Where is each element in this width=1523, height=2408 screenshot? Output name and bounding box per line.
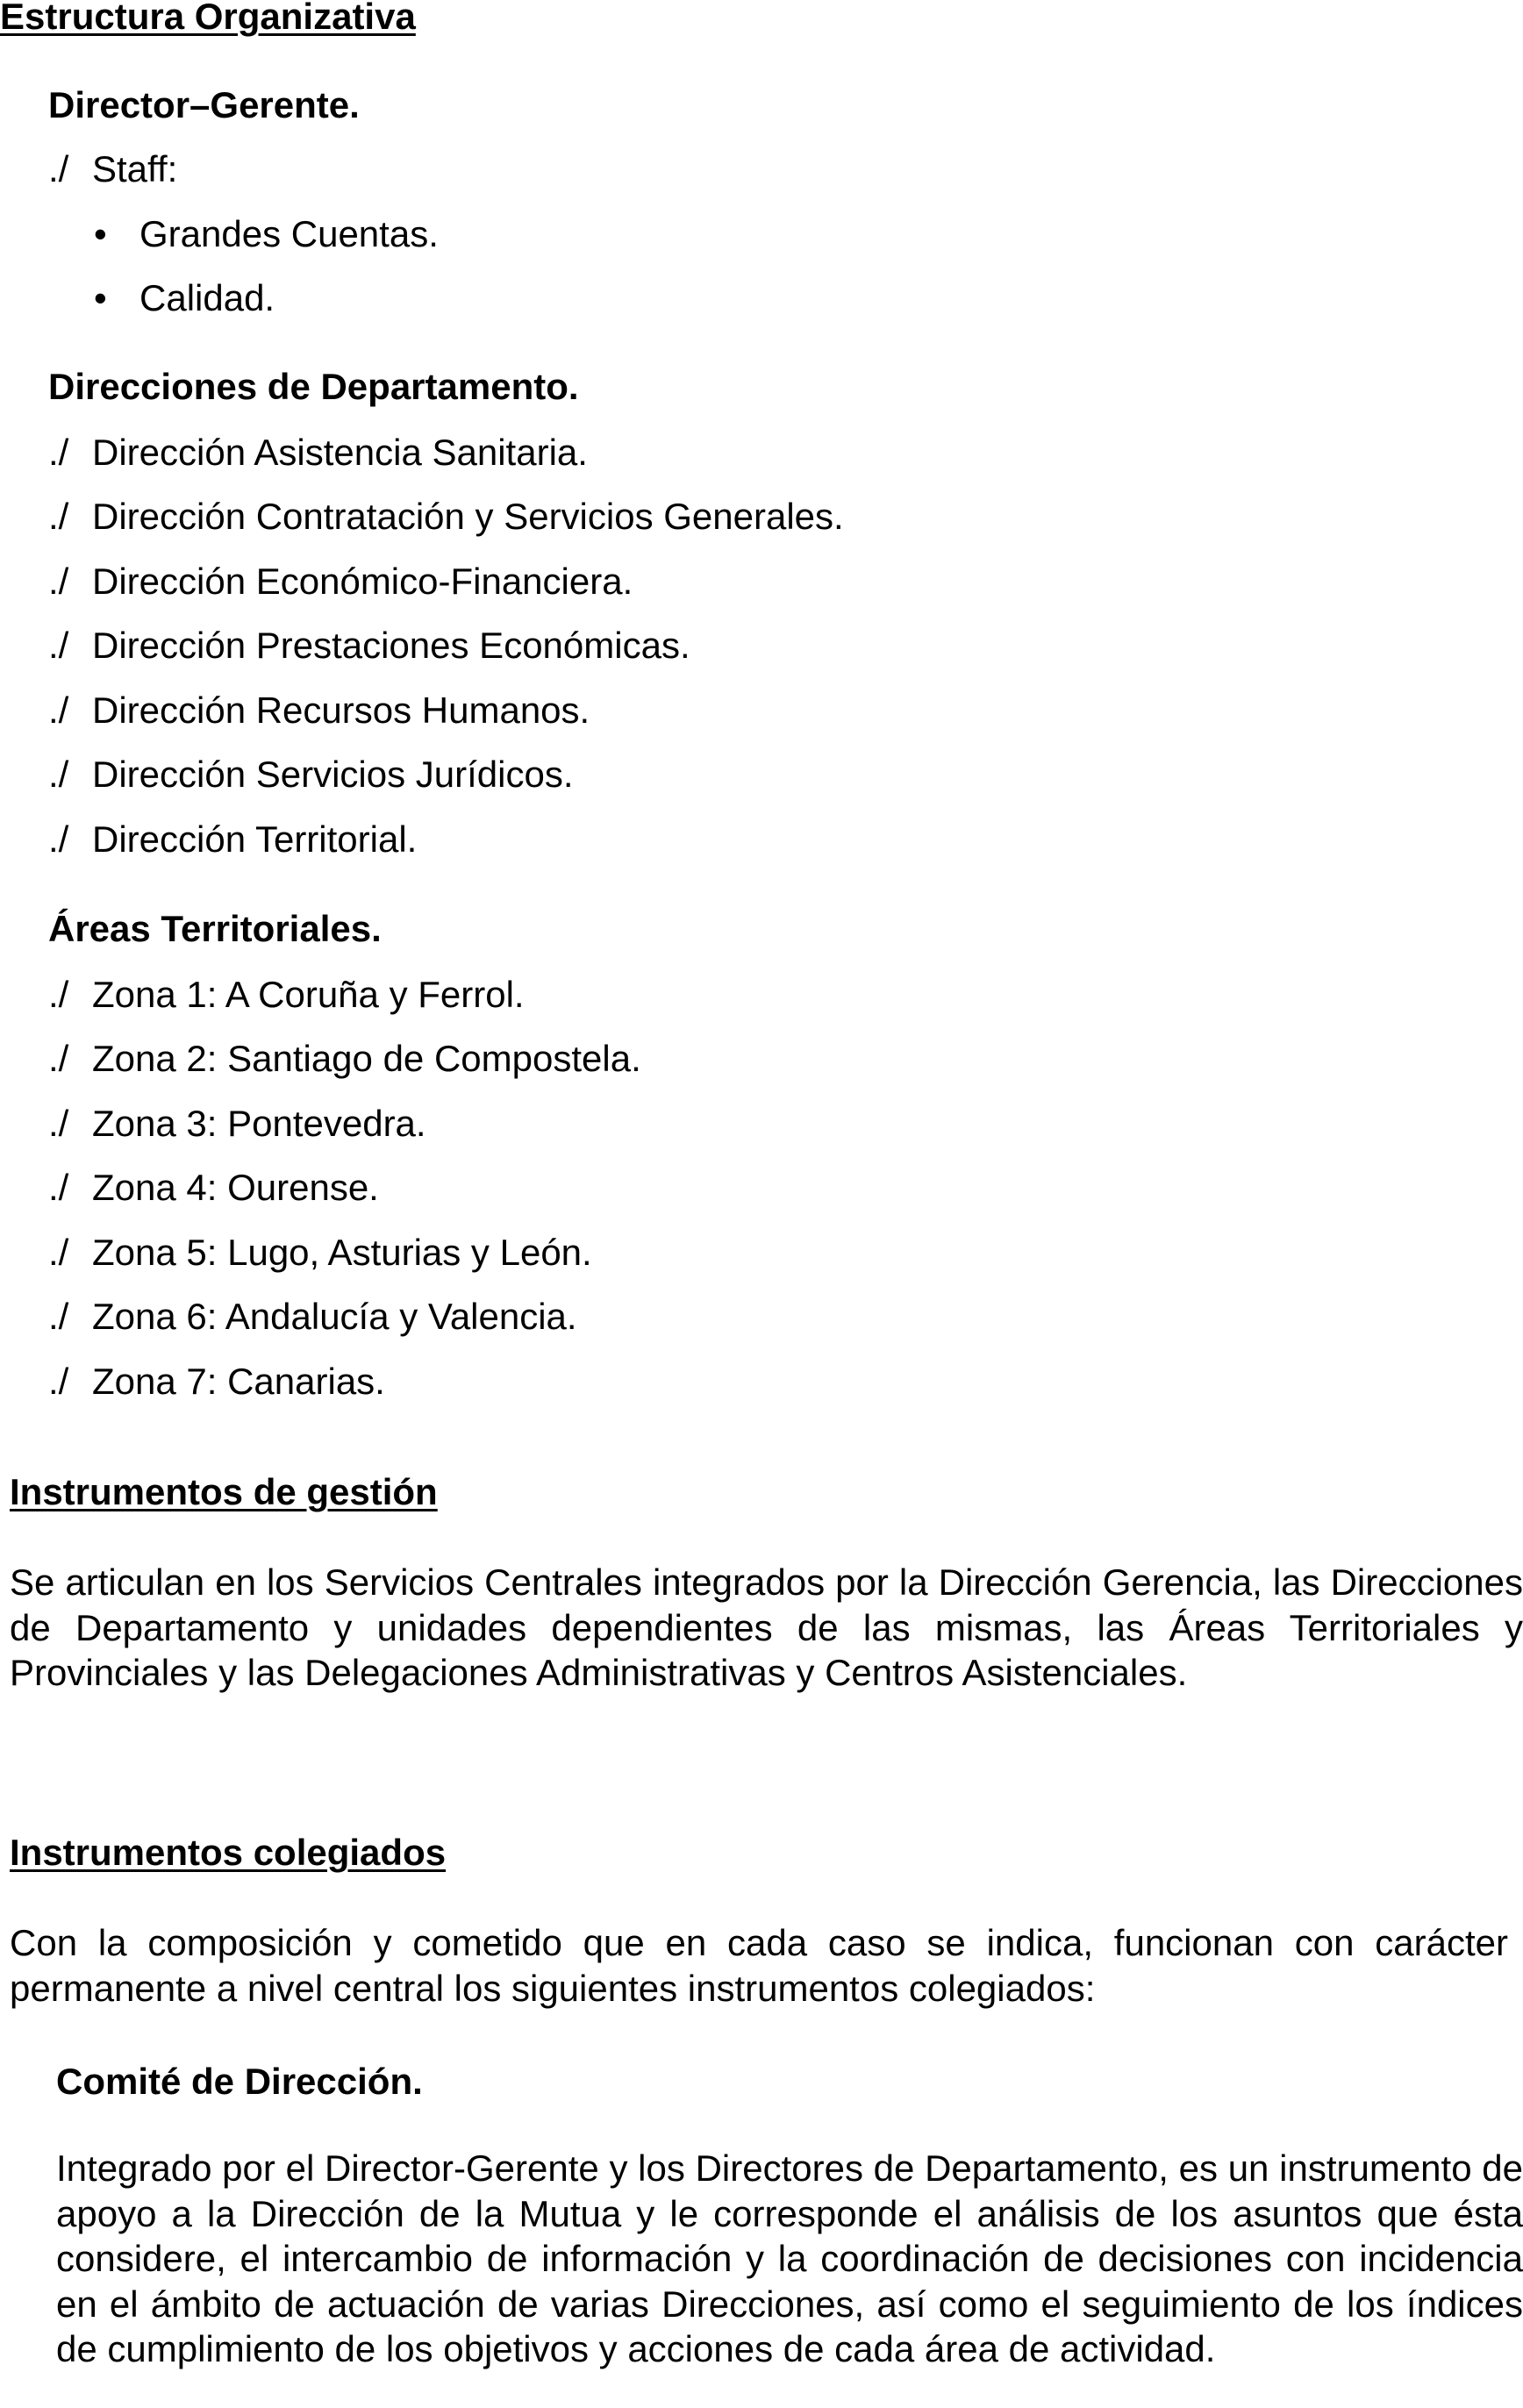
bullet-item-label: Grandes Cuentas. <box>139 213 439 254</box>
paragraph-colegiados-intro: Con la composición y cometido que en cada caso se indica, funcionan con carácter permanente a nivel central los siguientes instrumentos colegiados: <box>10 1922 1508 2009</box>
list-item-direccion <box>48 627 690 664</box>
list-item-label: Dirección Prestaciones Económicas. <box>92 625 690 666</box>
heading-areas-territoriales: Áreas Territoriales. <box>48 908 382 949</box>
list-item-label: Zona 2: Santiago de Compostela. <box>92 1038 641 1079</box>
list-item-label: Zona 6: Andalucía y Valencia. <box>92 1296 577 1337</box>
list-item-label: Dirección Territorial. <box>92 818 418 860</box>
list-item-zona <box>48 1040 641 1077</box>
list-marker: ./ <box>48 496 69 537</box>
heading-director-gerente: Director–Gerente. <box>48 84 360 125</box>
list-marker: ./ <box>48 1361 69 1402</box>
bullet-item-label: Calidad. <box>139 277 275 318</box>
list-item-direccion <box>48 563 633 600</box>
list-item-direccion <box>48 756 574 793</box>
list-item-zona <box>48 1105 426 1142</box>
section-title-estructura: Estructura Organizativa <box>0 0 416 37</box>
paragraph-comite-direccion: Integrado por el Director-Gerente y los Directores de Departamento, es un instrumento de apoyo a la Dirección de la Mutua y le corresponde el análisis de los asuntos que ésta considere, el intercambio de información y la coordinación de decisiones con incidencia en el ámbito de actuación de varias Direcciones, así como el seguimiento de los índices de cumplimiento de los objetivos y acciones de cada área de actividad. <box>56 2147 1523 2369</box>
list-marker: ./ <box>48 1232 69 1273</box>
list-marker: ./ <box>48 625 69 666</box>
list-item-zona <box>48 1298 577 1335</box>
list-item-label: Zona 3: Pontevedra. <box>92 1103 426 1144</box>
list-marker: ./ <box>48 561 69 602</box>
list-marker: ./ <box>48 974 69 1015</box>
list-item-label: Zona 1: A Coruña y Ferrol. <box>92 974 525 1015</box>
list-item-label: Dirección Económico-Financiera. <box>92 561 633 602</box>
list-marker: ./ <box>48 1038 69 1079</box>
list-item-direccion <box>48 434 588 471</box>
list-item-label: Staff: <box>92 148 178 189</box>
section-title-gestion: Instrumentos de gestión <box>10 1471 438 1512</box>
heading-direcciones-departamento: Direcciones de Departamento. <box>48 366 579 407</box>
list-item-label: Zona 7: Canarias. <box>92 1361 385 1402</box>
list-item-staff <box>48 148 178 189</box>
paragraph-gestion: Se articulan en los Servicios Centrales integrados por la Dirección Gerencia, las Direcciones de Departamento y unidades dependientes de las mismas, las Áreas Territoriales y Provinciales y las Delegaciones Administrativas y Centros Asistenciales. <box>10 1561 1523 1693</box>
list-item-direccion <box>48 818 418 860</box>
list-item-zona <box>48 1169 379 1206</box>
list-item-label: Zona 5: Lugo, Asturias y León. <box>92 1232 592 1273</box>
list-marker: ./ <box>48 690 69 731</box>
bullet-marker: • <box>94 213 107 254</box>
list-item-zona <box>48 1234 592 1271</box>
list-item-label: Zona 4: Ourense. <box>92 1167 379 1208</box>
list-item-direccion <box>48 692 590 729</box>
section-title-colegiados: Instrumentos colegiados <box>10 1832 447 1873</box>
list-marker: ./ <box>48 818 69 860</box>
list-marker: ./ <box>48 148 69 189</box>
list-marker: ./ <box>48 1103 69 1144</box>
bullet-item-grandes-cuentas <box>94 213 439 254</box>
list-marker: ./ <box>48 1296 69 1337</box>
bullet-marker: • <box>94 277 107 318</box>
list-item-zona <box>48 1363 385 1400</box>
list-marker: ./ <box>48 1167 69 1208</box>
list-item-zona <box>48 976 525 1013</box>
heading-comite-direccion: Comité de Dirección. <box>56 2061 423 2102</box>
list-marker: ./ <box>48 754 69 795</box>
list-item-label: Dirección Contratación y Servicios Generales. <box>92 496 844 537</box>
list-item-direccion <box>48 498 844 535</box>
list-item-label: Dirección Asistencia Sanitaria. <box>92 432 588 473</box>
list-marker: ./ <box>48 432 69 473</box>
bullet-item-calidad <box>94 277 275 318</box>
list-item-label: Dirección Recursos Humanos. <box>92 690 590 731</box>
list-item-label: Dirección Servicios Jurídicos. <box>92 754 574 795</box>
